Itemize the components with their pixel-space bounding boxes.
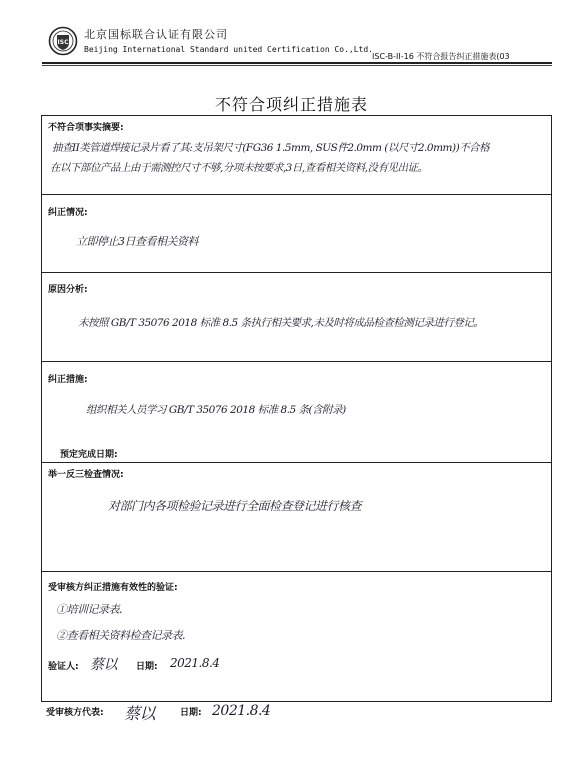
corrective-action-form xyxy=(41,115,552,702)
header-rule xyxy=(42,62,552,64)
facts-label: 不符合项事实摘要: xyxy=(48,123,124,133)
section-correction xyxy=(42,194,551,272)
verification-label: 受审核方纠正措施有效性的验证: xyxy=(48,583,178,593)
section-extended-check xyxy=(42,462,551,571)
extended-check-handwriting: 对部门内各项检验记录进行全面检查登记进行核查 xyxy=(108,499,362,513)
company-name-chinese: 北京国标联合认证有限公司 xyxy=(84,28,228,41)
verifier-label: 验证人: xyxy=(48,662,79,672)
section-cause-analysis xyxy=(42,272,551,361)
cause-label: 原因分析: xyxy=(48,285,88,295)
company-name-english: Beijing International Standard united Certification Co.,Ltd. xyxy=(84,45,373,54)
document-code: ISC-B-II-16 不符合报告纠正措施表(03 xyxy=(372,52,510,61)
representative-date-label: 日期: xyxy=(180,708,202,718)
verification-item-1: ①培训记录表. xyxy=(56,603,122,616)
header-rule-thin xyxy=(42,65,552,66)
verification-item-2: ②查看相关资料检查记录表. xyxy=(56,629,185,642)
representative-date-value: 2021.8.4 xyxy=(212,703,271,719)
due-date-label: 预定完成日期: xyxy=(60,450,118,460)
measures-label: 纠正措施: xyxy=(48,375,88,385)
section-nonconformity-facts xyxy=(42,116,551,194)
facts-handwriting-line-1: 抽查ⅠⅠ类管道焊接记录片看了其:支吊架尺寸(FG36 1.5mm, SUS件2.0mm (以尺寸2.0mm))不合格 xyxy=(52,142,490,154)
svg-text:ISC: ISC xyxy=(57,39,69,46)
verification-date-label: 日期: xyxy=(136,662,158,672)
correction-label: 纠正情况: xyxy=(48,208,88,218)
representative-signature: 蔡以 xyxy=(124,704,156,723)
correction-handwriting: 立即停止3日查看相关资料 xyxy=(76,235,198,248)
company-seal-logo-icon xyxy=(48,26,78,56)
section-verification xyxy=(42,571,551,702)
representative-label: 受审核方代表: xyxy=(46,708,104,718)
representative-signature-row xyxy=(0,699,583,739)
facts-handwriting-line-2: 在以下部位产品上由于需测控尺寸不够,分项未按要求,3日,查看相关资料,没有见出证。 xyxy=(50,162,428,174)
cause-handwriting: 未按照 GB/T 35076 2018 标准 8.5 条执行相关要求,未及时将成品检查检测记录进行登记。 xyxy=(78,317,484,329)
form-title: 不符合项纠正措施表 xyxy=(214,95,368,114)
measures-handwriting: 组织相关人员学习 GB/T 35076 2018 标准 8.5 条(含附录) xyxy=(86,404,346,416)
verification-date-value: 2021.8.4 xyxy=(170,656,220,670)
document-header xyxy=(0,0,583,72)
extended-check-label: 举一反三检查情况: xyxy=(48,470,124,480)
verifier-signature: 蔡以 xyxy=(90,657,117,673)
section-corrective-measures xyxy=(42,361,551,462)
